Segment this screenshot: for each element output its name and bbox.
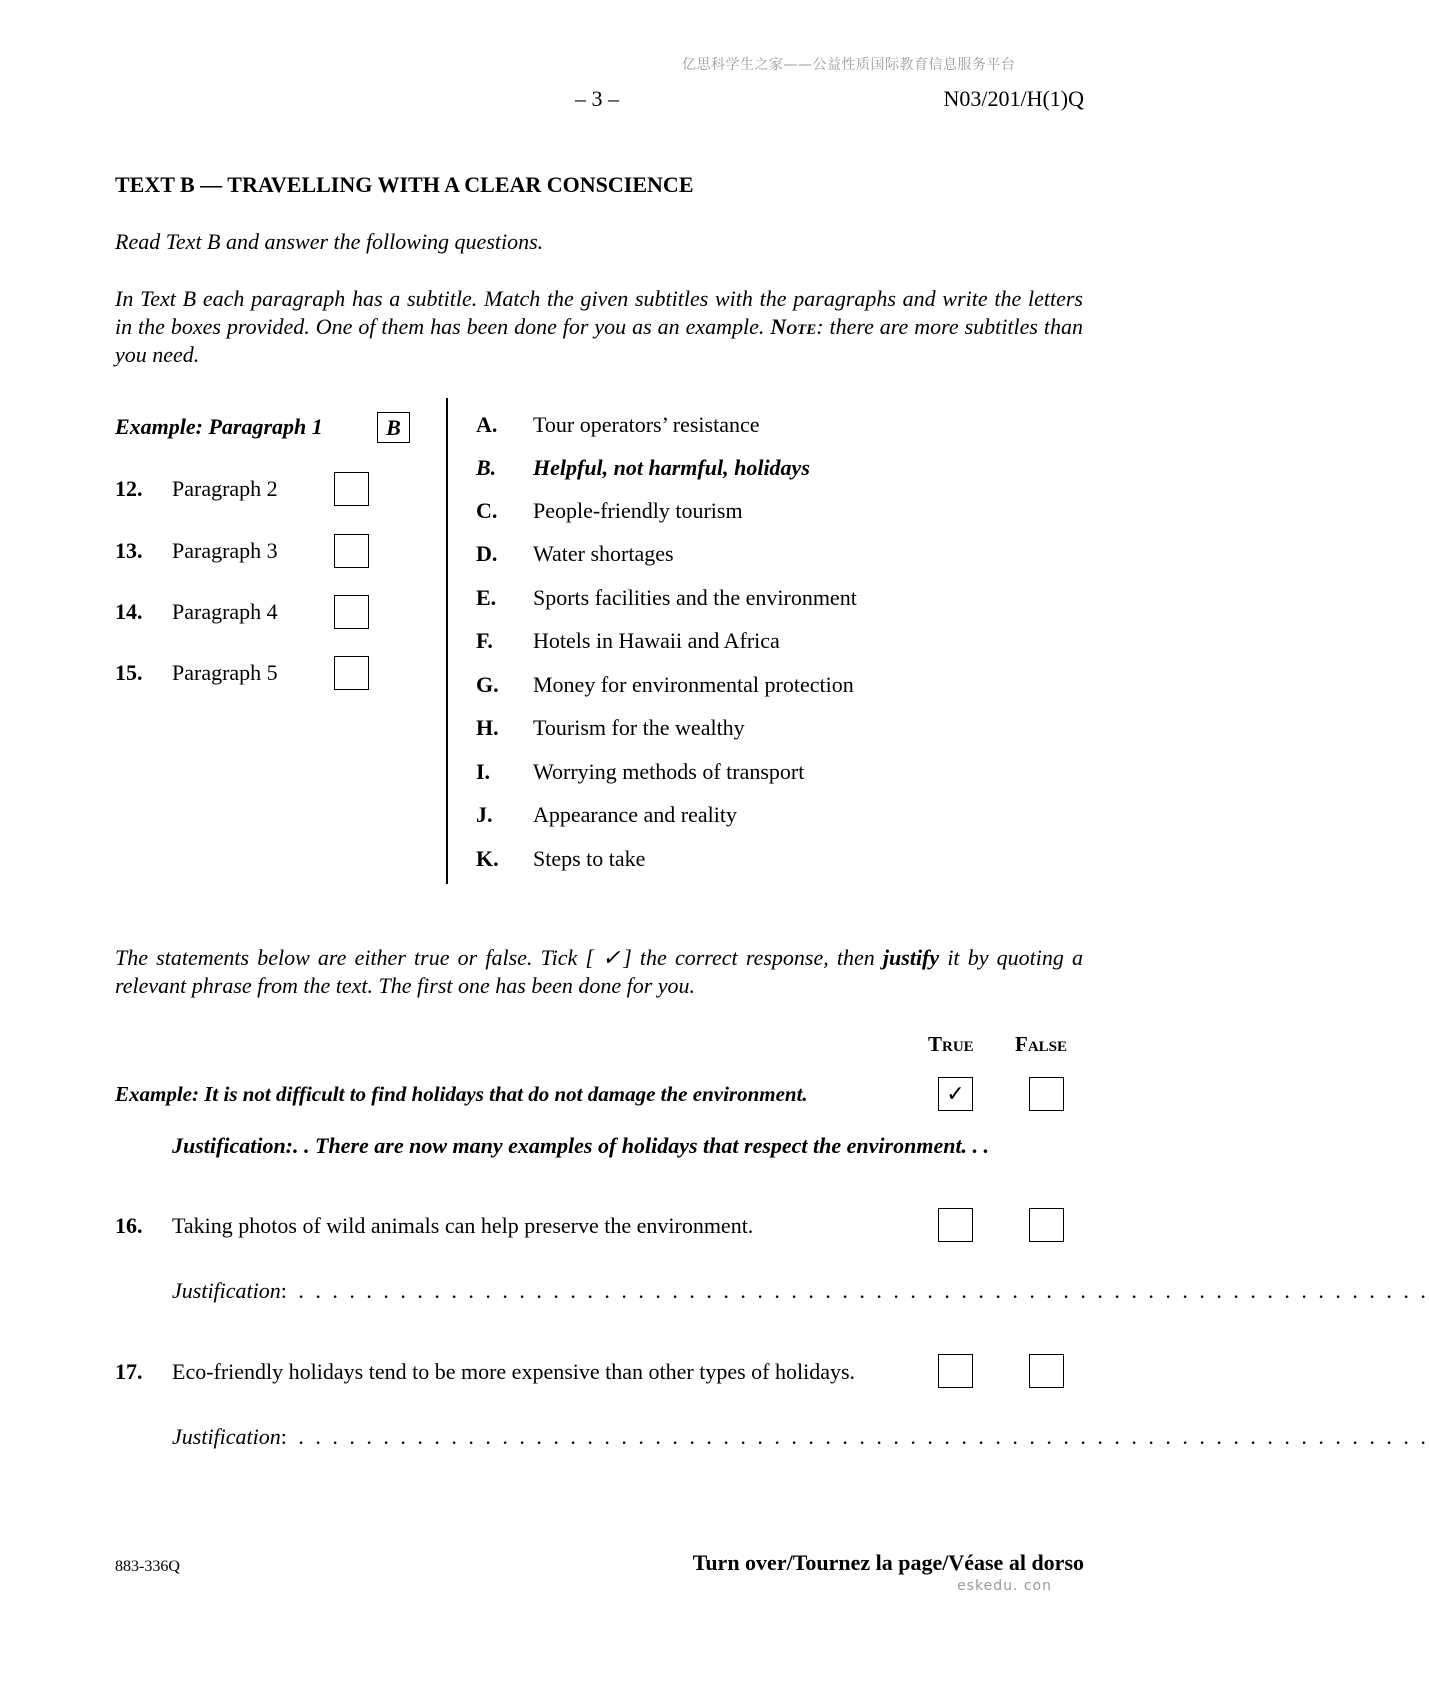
false-checkbox-17[interactable] xyxy=(1029,1354,1064,1388)
example-false-checkbox xyxy=(1029,1077,1064,1111)
bottom-watermark: eskedu. con xyxy=(957,1578,1052,1594)
justification-line-17[interactable] xyxy=(172,1424,1429,1450)
footer-code: 883-336Q xyxy=(115,1558,180,1575)
subtitle-letter: E. xyxy=(476,585,497,610)
subtitle-letter: J. xyxy=(476,802,493,827)
subtitle-letter: G. xyxy=(476,672,499,697)
subtitle-text: Tourism for the wealthy xyxy=(533,715,745,740)
subtitle-text: Sports facilities and the environment xyxy=(533,585,857,610)
subtitle-text: Worrying methods of transport xyxy=(533,759,805,784)
true-checkbox-17[interactable] xyxy=(938,1354,973,1388)
instruction-match-note: : there are more subtitles than you need. xyxy=(115,314,1083,367)
instruction-match xyxy=(115,285,1083,369)
page-number: – 3 – xyxy=(575,86,619,111)
subtitle-text: Helpful, not harmful, holidays xyxy=(533,455,810,480)
false-column-header: False xyxy=(1015,1032,1068,1056)
subtitle-letter: H. xyxy=(476,715,499,740)
column-divider xyxy=(446,398,448,884)
justification-label: Justification xyxy=(172,1278,281,1303)
subtitle-letter: B. xyxy=(476,455,497,480)
instruction-match-text: In Text B each paragraph has a subtitle. Match the given subtitles with the paragraphs and write the letters in the boxes provided. One of them has been done for you as an example. xyxy=(115,286,1083,339)
top-watermark: 亿思科学生之家——公益性质国际教育信息服务平台 xyxy=(682,57,1016,73)
tf-instruction-text-end: it by quoting a relevant phrase from the text. The first one has been done for you. xyxy=(115,945,1084,998)
answer-box-14[interactable] xyxy=(334,595,369,629)
subtitle-text: Water shortages xyxy=(533,541,674,566)
instruction-read: Read Text B and answer the following questions. xyxy=(115,229,544,254)
question-number-17: 17. xyxy=(115,1359,143,1384)
true-column-header: True xyxy=(928,1032,974,1056)
subtitle-letter: A. xyxy=(476,412,498,437)
paragraph-label: Paragraph 2 xyxy=(172,476,278,501)
true-checkbox-16[interactable] xyxy=(938,1208,973,1242)
question-number: 14. xyxy=(115,599,143,624)
paragraph-label: Paragraph 5 xyxy=(172,660,278,685)
question-statement-16: Taking photos of wild animals can help preserve the environment. xyxy=(172,1213,754,1238)
question-number: 12. xyxy=(115,476,143,501)
matching-example-label: Example: Paragraph 1 xyxy=(115,414,323,439)
answer-box-12[interactable] xyxy=(334,472,369,506)
subtitle-text: Tour operators’ resistance xyxy=(533,412,760,437)
question-number: 15. xyxy=(115,660,143,685)
question-statement-17: Eco-friendly holidays tend to be more expensive than other types of holidays. xyxy=(172,1359,856,1384)
subtitle-text: Hotels in Hawaii and Africa xyxy=(533,628,780,653)
note-label: Note xyxy=(770,314,817,339)
section-title: TEXT B — TRAVELLING WITH A CLEAR CONSCIENCE xyxy=(115,172,694,197)
instruction-true-false xyxy=(115,944,1083,1000)
subtitle-letter: K. xyxy=(476,846,499,871)
tf-instruction-text: The statements below are either true or false. Tick [ ✓] the correct response, then xyxy=(115,945,883,970)
answer-box-13[interactable] xyxy=(334,534,369,568)
question-number: 13. xyxy=(115,538,143,563)
question-number-16: 16. xyxy=(115,1213,143,1238)
justify-word: justify xyxy=(882,945,940,970)
justification-label: Justification xyxy=(172,1424,281,1449)
subtitle-text: Steps to take xyxy=(533,846,646,871)
example-true-checkbox: ✓ xyxy=(938,1077,973,1111)
subtitle-text: Money for environmental protection xyxy=(533,672,854,697)
subtitle-text: Appearance and reality xyxy=(533,802,737,827)
subtitle-letter: D. xyxy=(476,541,498,566)
subtitle-letter: C. xyxy=(476,498,498,523)
justification-line-16[interactable] xyxy=(172,1278,1429,1304)
justification-dots: : . . . . . . . . . . . . . . . . . . . . . . . . . . . . . . . . . . . . . . . . . . . . . . . . . . . . . . . . . . . . . . . . . . . xyxy=(280,1278,1429,1303)
example-justification: Justification:. . There are now many examples of holidays that respect the environment. . . xyxy=(172,1133,990,1158)
matching-example-answer-box: B xyxy=(377,412,410,443)
tf-example-statement: Example: It is not difficult to find holidays that do not damage the environment. xyxy=(115,1082,808,1106)
justification-dots: : . . . . . . . . . . . . . . . . . . . . . . . . . . . . . . . . . . . . . . . . . . . . . . . . . . . . . . . . . . . . . . . . . . . xyxy=(280,1424,1429,1449)
subtitle-text: People-friendly tourism xyxy=(533,498,743,523)
paper-code: N03/201/H(1)Q xyxy=(943,86,1084,111)
answer-box-15[interactable] xyxy=(334,656,369,690)
paragraph-label: Paragraph 3 xyxy=(172,538,278,563)
subtitle-letter: I. xyxy=(476,759,491,784)
paragraph-label: Paragraph 4 xyxy=(172,599,278,624)
subtitle-letter: F. xyxy=(476,628,493,653)
false-checkbox-16[interactable] xyxy=(1029,1208,1064,1242)
turn-over-text: Turn over/Tournez la page/Véase al dorso xyxy=(692,1550,1084,1575)
